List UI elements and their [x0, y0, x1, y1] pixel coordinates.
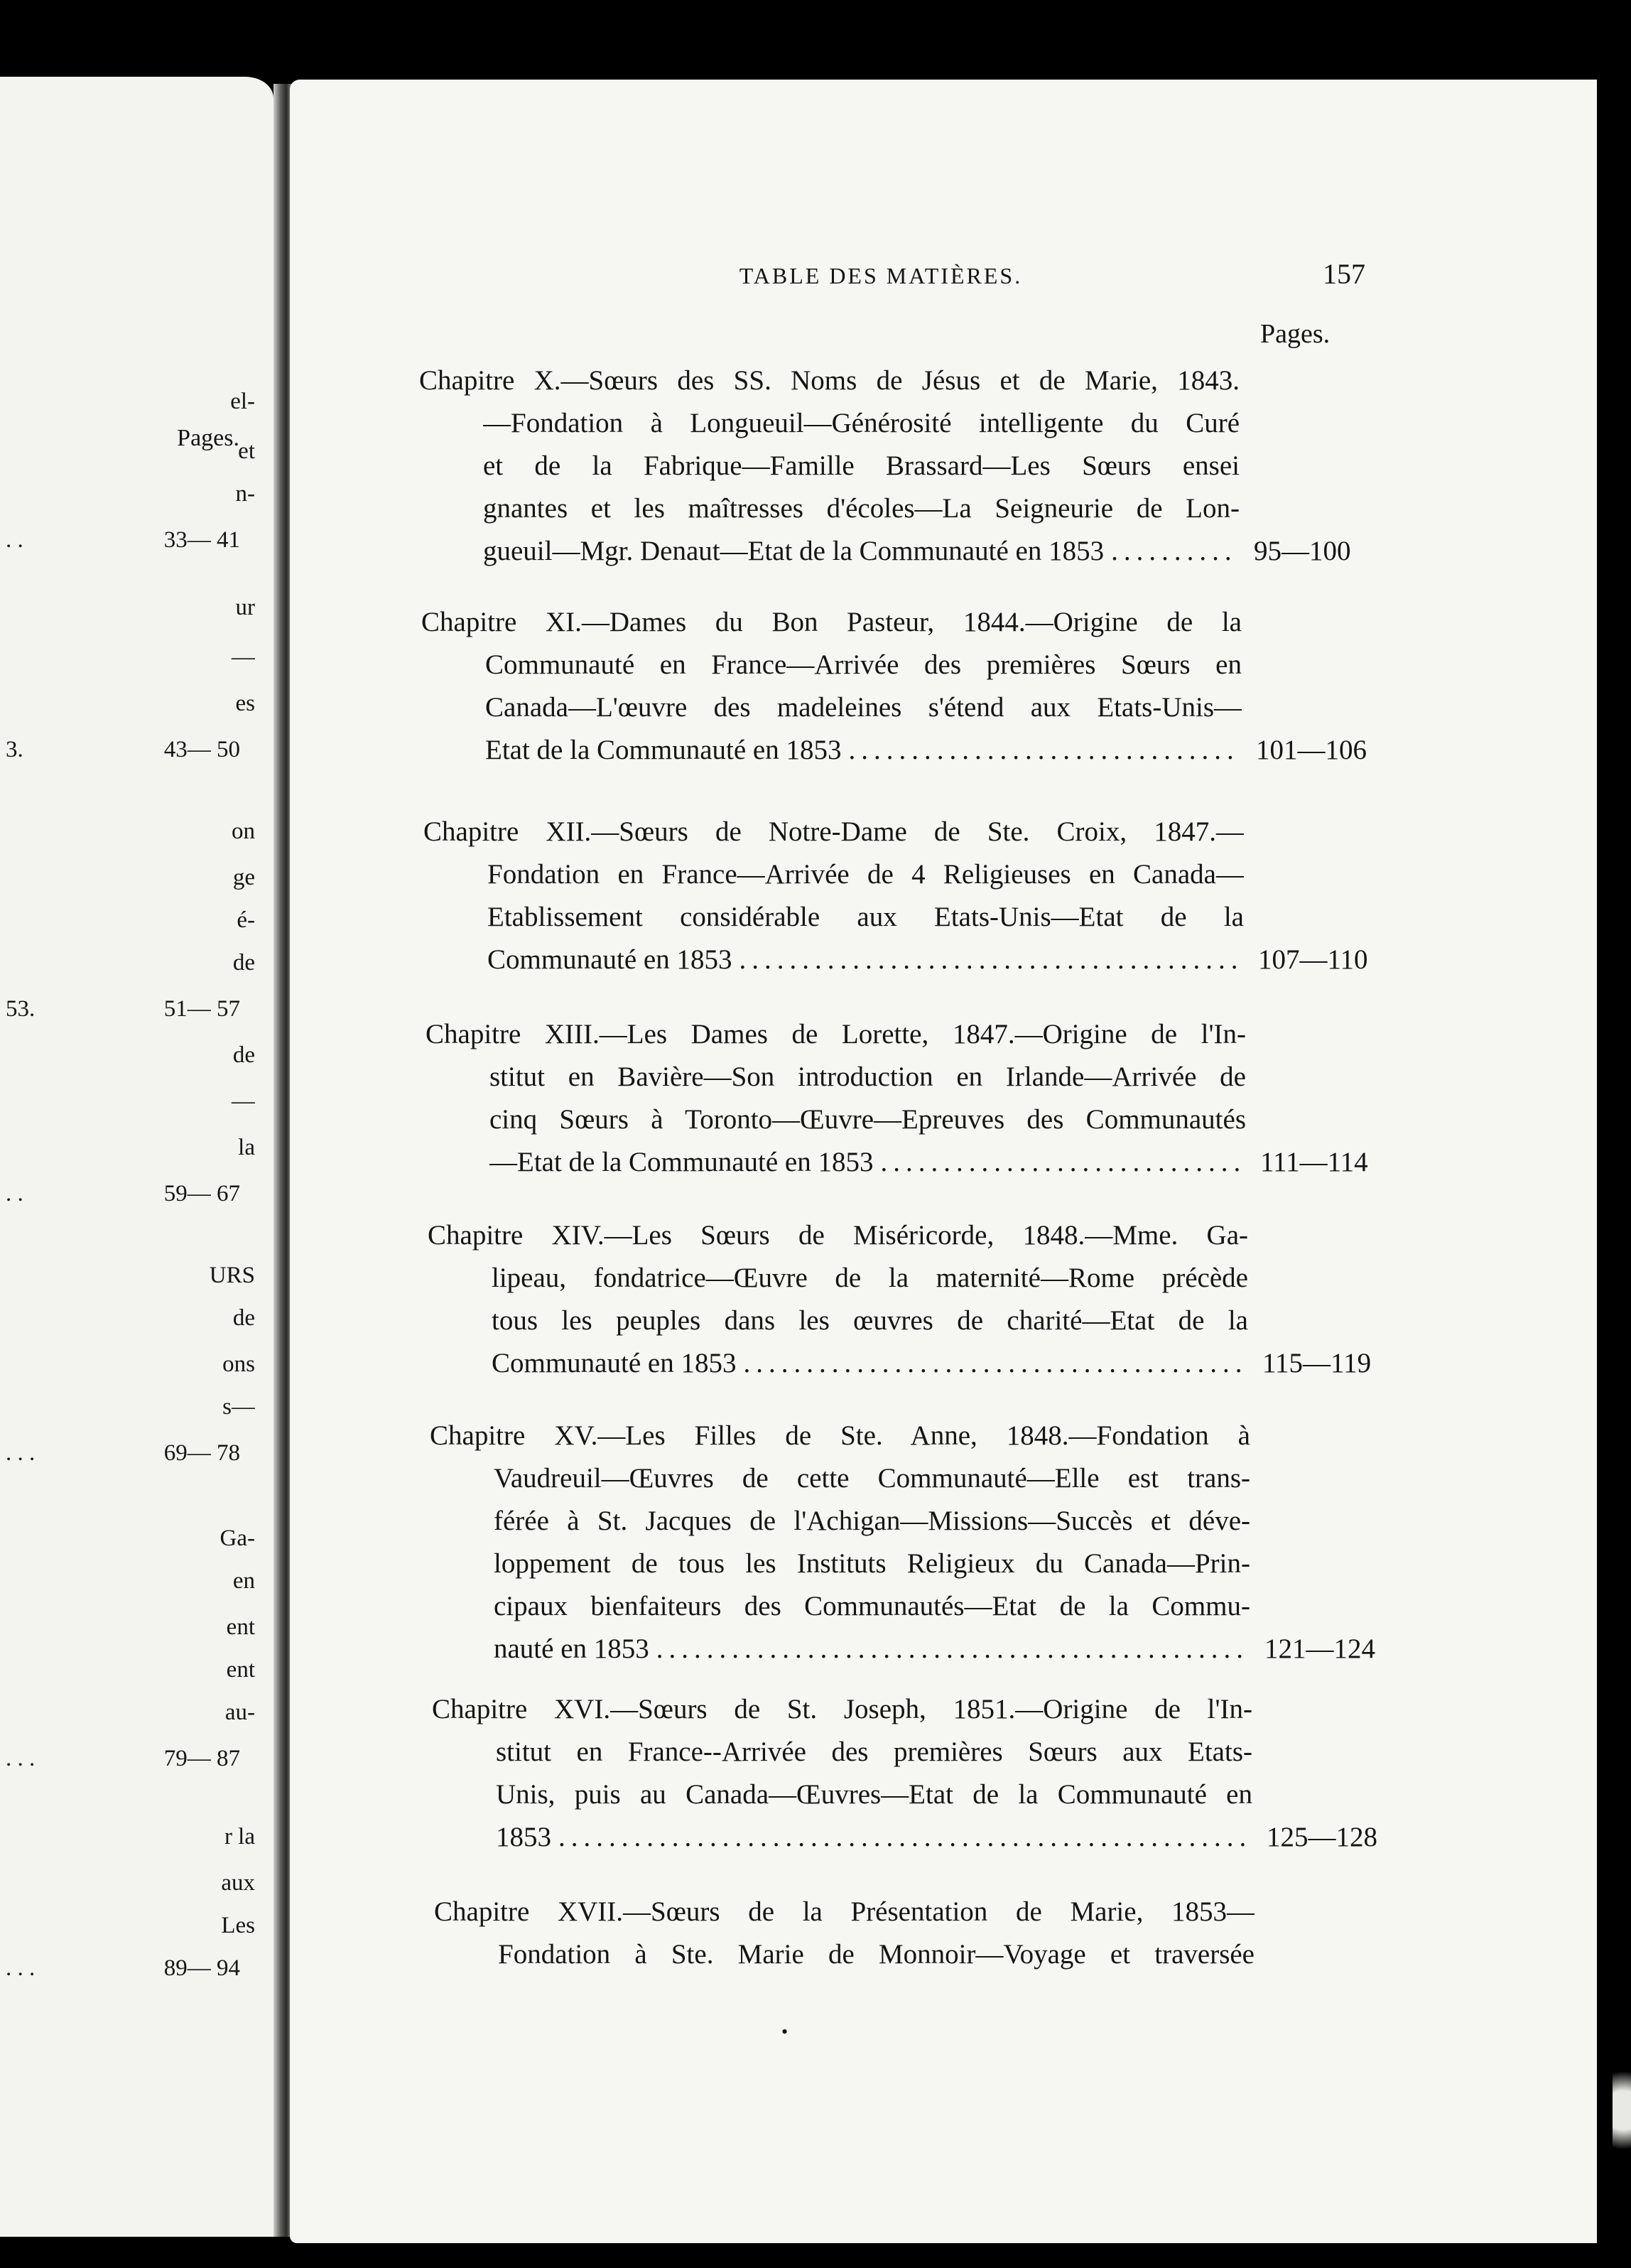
- left-page-line: [0, 860, 255, 895]
- toc-entry-heading: [434, 1890, 1255, 1934]
- left-page-line: [6, 991, 255, 1027]
- toc-entry-text: Chapitre XIII.—Les Dames de Lorette, 1847.—Origine de l'In-: [426, 1019, 1246, 1049]
- left-line-fragment: de: [232, 950, 255, 976]
- toc-entry-line: férée à St. Jacques de l'Achigan—Missions—Succès et déve-: [494, 1506, 1250, 1536]
- left-page-line: [0, 814, 255, 849]
- left-page-line: [0, 433, 255, 469]
- left-page-line: [0, 590, 255, 625]
- toc-entry-text: Chapitre XIV.—Les Sœurs de Miséricorde, 1848.—Mme. Ga-: [428, 1220, 1248, 1251]
- toc-entry-line: tous les peuples dans les œuvres de charité—Etat de la: [492, 1305, 1248, 1336]
- toc-entry-line: Communauté en France—Arrivée des premières Sœurs en: [485, 649, 1242, 680]
- running-head: TABLE DES MATIÈRES.: [739, 263, 1023, 288]
- left-line-fragment: . .: [6, 527, 23, 553]
- toc-entry-line: loppement de tous les Instituts Religieux du Canada—Prin-: [494, 1548, 1250, 1579]
- toc-entry-line: Unis, puis au Canada—Œuvres—Etat de la Communauté en: [496, 1779, 1252, 1810]
- left-page-range: 79— 87: [163, 1746, 240, 1771]
- left-line-fragment: Les: [221, 1913, 255, 1938]
- toc-entry-heading: [430, 1414, 1250, 1458]
- toc-page-range: 95—100: [1254, 536, 1351, 566]
- left-line-fragment: ur: [235, 595, 255, 620]
- left-page-line: [0, 1521, 255, 1556]
- left-line-fragment: n-: [235, 481, 255, 507]
- left-page-line: [6, 1950, 255, 1986]
- toc-entry-line: —Fondation à Longueuil—Générosité intelligente du Curé: [483, 408, 1240, 438]
- left-page: [0, 77, 273, 2237]
- toc-page-range: 107—110: [1258, 944, 1368, 975]
- pages-column-label: Pages.: [1260, 319, 1331, 349]
- toc-entry-line: [489, 1140, 1246, 1184]
- left-page-line: [0, 686, 255, 721]
- left-page-range: 59— 67: [163, 1181, 240, 1206]
- toc-entry-heading: [421, 600, 1242, 644]
- toc-entry-text: Chapitre XVI.—Sœurs de St. Joseph, 1851.—Origine de l'In-: [432, 1694, 1252, 1724]
- dot-leader: [558, 1815, 1245, 1859]
- left-line-fragment: on: [232, 819, 255, 844]
- left-page-range: 33— 41: [163, 527, 240, 553]
- toc-entry-text: Chapitre X.—Sœurs des SS. Noms de Jésus et de Marie, 1843.: [419, 365, 1240, 396]
- toc-entry-text: Chapitre XV.—Les Filles de Ste. Anne, 1848.—Fondation à: [430, 1420, 1250, 1451]
- left-page-line: [0, 945, 255, 981]
- left-page-line: [0, 476, 255, 512]
- left-line-fragment: es: [235, 691, 255, 716]
- dot-leader: [743, 1341, 1241, 1386]
- left-line-fragment: s—: [222, 1394, 255, 1420]
- toc-page-range: 111—114: [1260, 1147, 1368, 1177]
- toc-page-range: 101—106: [1256, 735, 1367, 765]
- left-line-fragment: aux: [221, 1870, 255, 1896]
- left-page-line: [0, 1819, 255, 1854]
- left-page-line: [0, 1908, 255, 1943]
- toc-entry-text: —Etat de la Communauté en 1853: [489, 1147, 874, 1177]
- left-line-fragment: r la: [224, 1824, 255, 1850]
- left-line-fragment: . .: [6, 1181, 23, 1206]
- toc-entry-line: lipeau, fondatrice—Œuvre de la maternité—Rome précède: [492, 1263, 1248, 1293]
- left-page-line: [0, 1084, 255, 1119]
- left-page-range: 43— 50: [163, 737, 240, 762]
- toc-entry-line: [494, 1627, 1250, 1671]
- left-line-fragment: en: [232, 1568, 255, 1594]
- scan-speck: [1613, 2046, 1631, 2174]
- toc-entry-line: cipaux bienfaiteurs des Communautés—Etat de la Commu-: [494, 1591, 1250, 1621]
- left-page-line: [0, 1563, 255, 1599]
- left-page-line: [0, 1346, 255, 1382]
- dot-leader: [739, 938, 1237, 982]
- left-line-fragment: ge: [232, 865, 255, 890]
- toc-entry-line: [483, 529, 1240, 573]
- toc-entry-line: [485, 728, 1242, 772]
- left-line-fragment: au-: [224, 1700, 255, 1725]
- dot-leader: [880, 1140, 1239, 1184]
- toc-entry-text: 1853: [496, 1822, 551, 1852]
- left-page-line: [0, 1258, 255, 1293]
- left-line-fragment: 3.: [6, 737, 23, 762]
- left-line-fragment: el-: [230, 389, 255, 414]
- left-line-fragment: ons: [222, 1351, 255, 1377]
- left-page-line: [0, 1652, 255, 1688]
- toc-entry-line: gnantes et les maîtresses d'écoles—La Seigneurie de Lon-: [483, 493, 1240, 524]
- left-line-fragment: ent: [226, 1657, 255, 1683]
- toc-page-range: 121—124: [1264, 1634, 1375, 1664]
- left-line-fragment: 53.: [6, 996, 36, 1022]
- left-page-line: [0, 639, 255, 675]
- toc-entry-text: Communauté en 1853: [487, 944, 732, 975]
- toc-entry-line: Etablissement considérable aux Etats-Unis—Etat de la: [487, 902, 1244, 932]
- toc-entry-text: Chapitre XVII.—Sœurs de la Présentation de Marie, 1853—: [434, 1896, 1255, 1927]
- toc-entry-line: [487, 938, 1244, 982]
- toc-entry-line: et de la Fabrique—Famille Brassard—Les Sœurs ensei: [483, 450, 1240, 481]
- page-number: 157: [1323, 258, 1365, 290]
- left-page-line: [0, 1389, 255, 1425]
- toc-entry-line: stitut en Bavière—Son introduction en Irlande—Arrivée de: [489, 1062, 1246, 1092]
- left-line-fragment: ent: [226, 1614, 255, 1640]
- left-page-range: 89— 94: [163, 1955, 240, 1981]
- left-line-fragment: . . .: [6, 1955, 36, 1981]
- left-page-range: 51— 57: [163, 996, 240, 1022]
- toc-entry-line: [496, 1815, 1252, 1859]
- dot-leader: [656, 1627, 1243, 1671]
- page-ornament: •: [781, 2021, 789, 2042]
- left-line-fragment: Ga-: [220, 1526, 255, 1551]
- left-page-line: [0, 384, 255, 419]
- left-line-fragment: . . .: [6, 1746, 36, 1771]
- left-page-line: [0, 1130, 255, 1165]
- left-line-fragment: de: [232, 1305, 255, 1331]
- toc-entry-text: nauté en 1853: [494, 1634, 649, 1664]
- toc-entry-text: Chapitre XII.—Sœurs de Notre-Dame de Ste. Croix, 1847.—: [423, 816, 1244, 847]
- left-page-line: [0, 1865, 255, 1901]
- toc-entry-line: stitut en France--Arrivée des premières Sœurs aux Etats-: [496, 1737, 1252, 1767]
- left-line-fragment: —: [232, 644, 255, 670]
- toc-page-range: 125—128: [1267, 1822, 1377, 1852]
- toc-entry-line: Vaudreuil—Œuvres de cette Communauté—Elle est trans-: [494, 1463, 1250, 1494]
- toc-entry-heading: [419, 359, 1240, 403]
- left-page-line: [0, 1695, 255, 1730]
- left-page-line: [6, 1176, 255, 1211]
- toc-entry-line: Fondation à Ste. Marie de Monnoir—Voyage et traversée: [498, 1939, 1255, 1970]
- toc-entry-heading: [423, 810, 1244, 854]
- left-page-line: [0, 1300, 255, 1336]
- left-page-line: [6, 1435, 255, 1471]
- dot-leader: [848, 728, 1235, 772]
- left-line-fragment: et: [238, 438, 255, 464]
- toc-entry-text: Chapitre XI.—Dames du Bon Pasteur, 1844.—Origine de la: [421, 607, 1242, 637]
- left-page-line: [6, 522, 255, 558]
- toc-entry-line: Canada—L'œuvre des madeleines s'étend aux Etats-Unis—: [485, 692, 1242, 723]
- left-page-line: [0, 902, 255, 938]
- left-pages-label: Pages.: [177, 425, 239, 451]
- left-line-fragment: la: [238, 1135, 255, 1160]
- left-line-fragment: URS: [209, 1263, 255, 1288]
- dot-leader: [1111, 529, 1232, 573]
- left-page-range: 69— 78: [163, 1440, 240, 1466]
- left-page-line: [6, 732, 255, 767]
- left-line-fragment: . . .: [6, 1440, 36, 1466]
- toc-entry-heading: [428, 1214, 1248, 1258]
- left-page-line: [6, 1741, 255, 1776]
- toc-entry-line: [492, 1341, 1248, 1386]
- left-page-line: [0, 1609, 255, 1645]
- toc-page-range: 115—119: [1262, 1348, 1372, 1378]
- left-page-line: [0, 1037, 255, 1073]
- left-line-fragment: de: [232, 1042, 255, 1068]
- toc-entry-heading: [432, 1688, 1252, 1732]
- toc-entry-text: Communauté en 1853: [492, 1348, 737, 1378]
- toc-entry-text: gueuil—Mgr. Denaut—Etat de la Communauté en 1853: [483, 536, 1105, 566]
- toc-entry-heading: [426, 1012, 1246, 1057]
- left-line-fragment: —: [232, 1089, 255, 1114]
- toc-entry-line: Fondation en France—Arrivée de 4 Religieuses en Canada—: [487, 859, 1244, 890]
- toc-entry-text: Etat de la Communauté en 1853: [485, 735, 842, 765]
- toc-entry-line: cinq Sœurs à Toronto—Œuvre—Epreuves des Communautés: [489, 1104, 1246, 1135]
- left-line-fragment: é-: [237, 907, 255, 933]
